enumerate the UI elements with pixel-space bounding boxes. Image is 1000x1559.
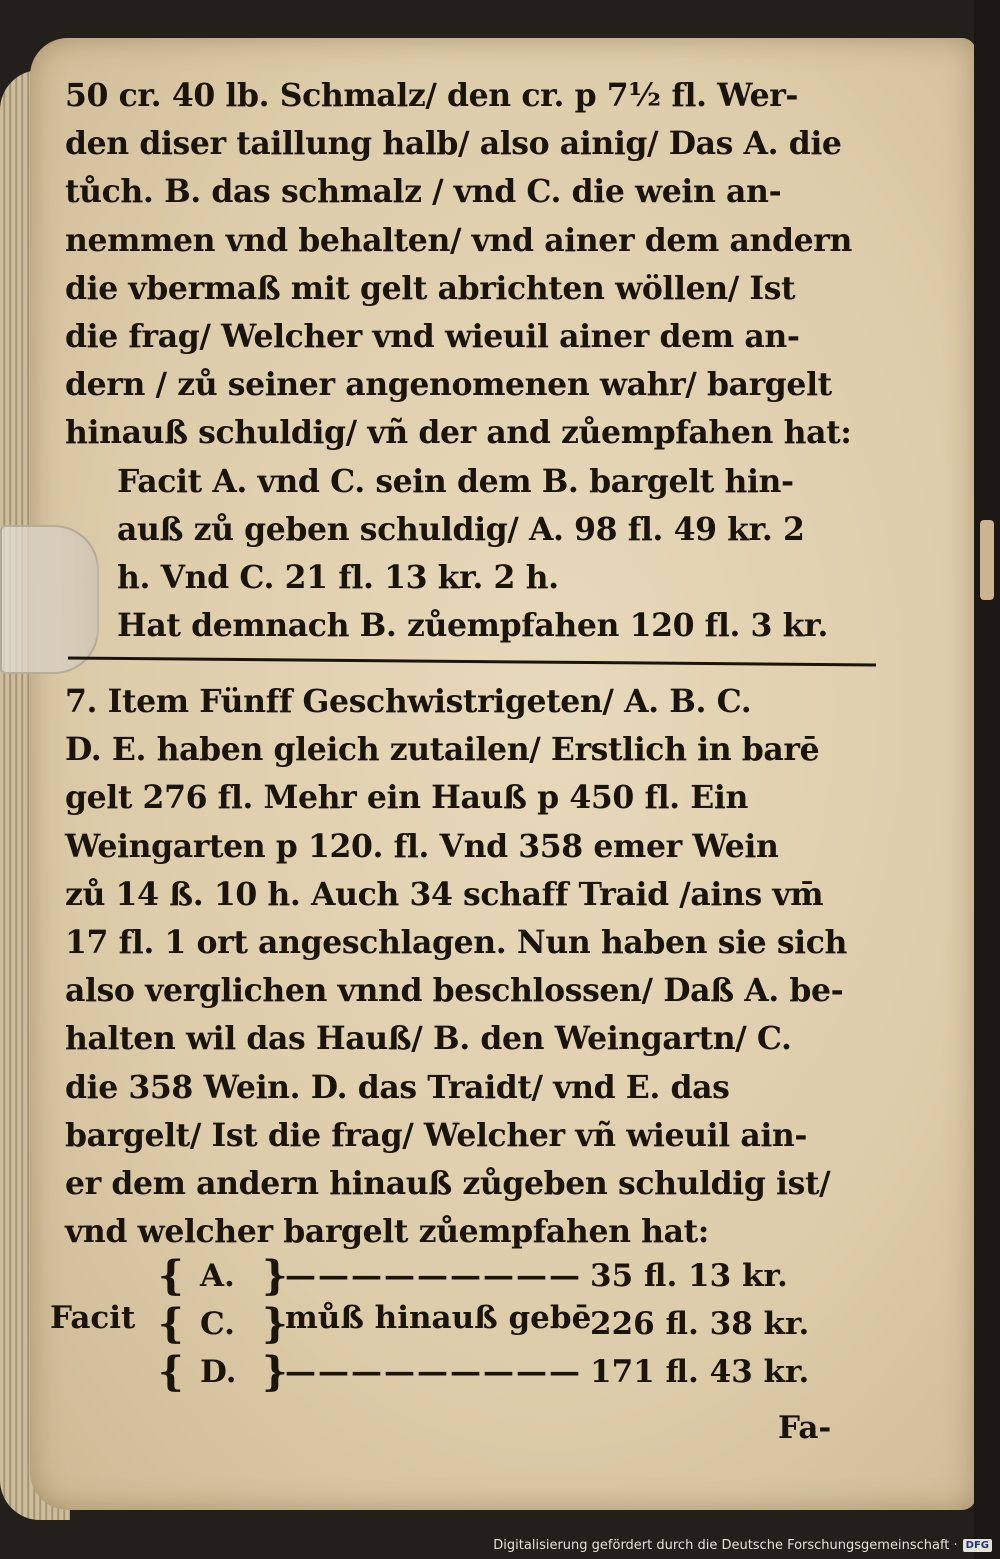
right-binding-edge [974, 0, 1000, 1559]
facit-letter: D. [200, 1354, 237, 1390]
upper-text-block [65, 72, 880, 650]
text-line: er dem andern hinauß zůgeben schuldig ist/ [65, 1164, 831, 1202]
text-line: D. E. haben gleich zutailen/ Erstlich in barē [65, 731, 820, 769]
lower-text-block [65, 678, 880, 1256]
text-line: 17 fl. 1 ort angeschlagen. Nun haben sie sich [65, 923, 848, 961]
facit-amount: 35 fl. 13 kr. [590, 1258, 788, 1294]
facit-letter: C. [200, 1306, 235, 1342]
facit-amounts [590, 1252, 809, 1396]
text-line: die 358 Wein. D. das Traidt/ vnd E. das [65, 1068, 730, 1106]
facit-line: Hat demnach B. zůempfahen 120 fl. 3 kr. [117, 607, 828, 645]
text-line: hinauß schuldig/ vñ der and zůempfahen hat: [65, 414, 852, 452]
text-line: vnd welcher bargelt zůempfahen hat: [65, 1213, 710, 1251]
text-line: 7. Item Fünff Geschwistrigeten/ A. B. C. [65, 683, 752, 720]
facit-amount: 226 fl. 38 kr. [590, 1306, 810, 1342]
text-line: 50 cr. 40 lb. Schmalz/ den cr. p 7½ fl. Wer- [65, 77, 799, 114]
dash-leader: ————————— [285, 1258, 582, 1294]
facit-line: h. Vnd C. 21 fl. 13 kr. 2 h. [117, 558, 559, 596]
text-line: bargelt/ Ist die frag/ Welcher vñ wieuil ain- [65, 1116, 808, 1154]
text-line: Weingarten p 120. fl. Vnd 358 emer Wein [65, 827, 779, 865]
facit-letters [200, 1252, 237, 1396]
facit-line: auß zů geben schuldig/ A. 98 fl. 49 kr. 2 [117, 510, 805, 548]
text-line: nemmen vnd behalten/ vnd ainer dem andern [65, 221, 852, 259]
text-line: den diser taillung halb/ also ainig/ Das A. die [65, 125, 842, 163]
text-line: dern / zů seiner angenomenen wahr/ bargelt [65, 366, 832, 404]
catchword: Fa- [778, 1410, 832, 1446]
facit-label: Facit [50, 1300, 136, 1336]
dfg-logo-icon: DFG [963, 1539, 992, 1552]
facit-line: Facit A. vnd C. sein dem B. bargelt hin- [117, 462, 794, 500]
right-brace: } } } [262, 1252, 288, 1395]
text-line: tůch. B. das schmalz / vnd C. die wein an- [65, 173, 782, 211]
credit-text: Digitalisierung gefördert durch die Deutsche Forschungsgemeinschaft · [493, 1538, 958, 1553]
text-line: die frag/ Welcher vnd wieuil ainer dem an- [65, 317, 800, 355]
text-line: zů 14 ß. 10 h. Auch 34 schaff Traid /ains vm̄ [65, 875, 824, 913]
text-line: die vbermaß mit gelt abrichten wöllen/ Ist [65, 269, 796, 307]
text-line: halten wil das Hauß/ B. den Weingartn/ C. [65, 1020, 792, 1058]
text-line: also verglichen vnnd beschlossen/ Daß A. be- [65, 972, 844, 1010]
facit-table [50, 1252, 870, 1402]
facit-middle-text: můß hinauß gebē [285, 1300, 592, 1336]
facit-letter: A. [200, 1258, 235, 1294]
edge-mark [980, 520, 994, 600]
dash-leader: ————————— [285, 1354, 582, 1390]
text-line: gelt 276 fl. Mehr ein Hauß p 450 fl. Ein [65, 779, 748, 817]
facit-amount: 171 fl. 43 kr. [590, 1354, 810, 1390]
digitization-credit [493, 1538, 992, 1553]
left-brace: { { { [158, 1252, 184, 1395]
